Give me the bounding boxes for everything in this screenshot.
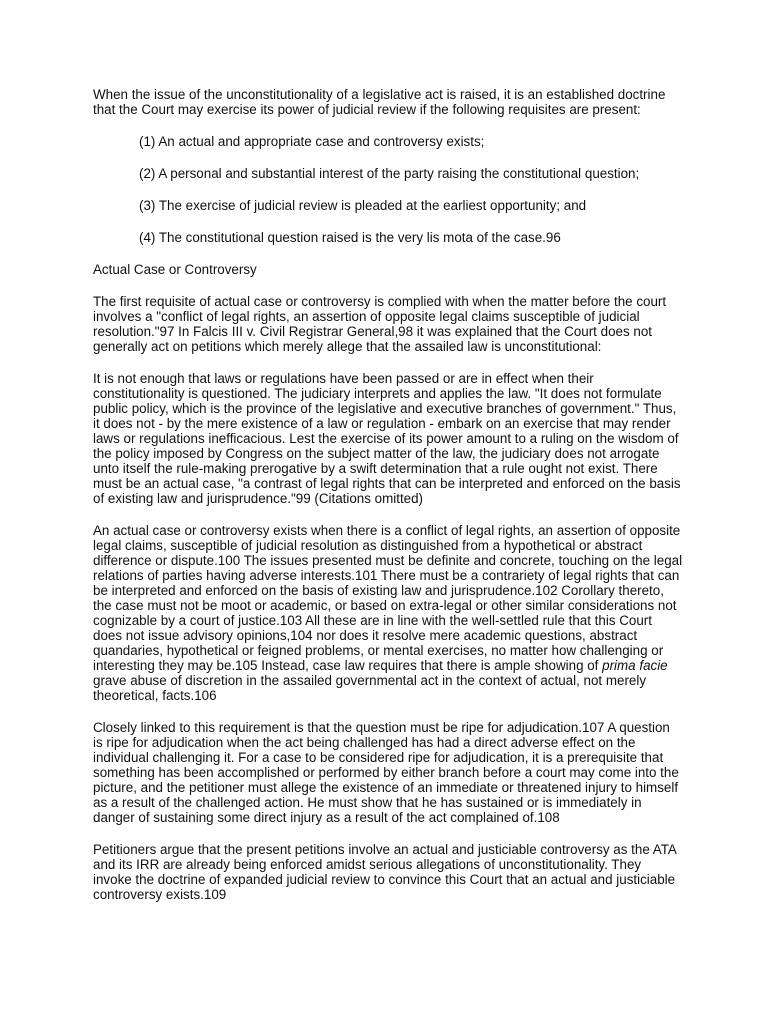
quoted-passage: It is not enough that laws or regulations have been passed or are in effect when their constitutionality is questioned. The judiciary interprets and applies the law. "It does not formulate public policy, which is the province of the legislative and executive branches of government." Thus, it does not - by the mere existence of a law or regulation - embark on an exercise that may render laws or regulations inefficacious. Lest the exercise of its power amount to a ruling on the wisdom of the policy imposed by Congress on the subject matter of the law, the judiciary does not arrogate unto itself the rule-making prerogative by a swift determination that a rule ought not exist. There must be an actual case, "a contrast of legal rights that can be interpreted and enforced on the basis of existing law and jurisprudence."99 (Citations omitted) xyxy=(93,371,681,506)
paragraph-text: grave abuse of discretion in the assailed governmental act in the context of actual, not merely theoretical, facts.106 xyxy=(93,673,647,703)
paragraph-text: An actual case or controversy exists when there is a conflict of legal rights, an assertion of opposite legal claims, susceptible of judicial resolution as distinguished from a hypothetical or abstract difference or dispute.100 The issues presented must be definite and concrete, touching on the legal relations of parties having adverse interests.101 There must be a contrariety of legal rights that can be interpreted and enforced on the basis of existing law and jurisprudence.102 Corollary thereto, the case must not be moot or academic, or based on extra-legal or other similar considerations not cognizable by a court of justice.103 All these are in line with the well-settled rule that this Court does not issue advisory opinions,104 nor does it resolve mere academic questions, abstract quandaries, hypothetical or feigned problems, or mental exercises, no matter how challenging or interesting they may be.105 Instead, case law requires that there is ample showing of xyxy=(93,523,683,673)
paragraph-first-requisite: The first requisite of actual case or controversy is complied with when the matter before the court involves a "conflict of legal rights, an assertion of opposite legal claims susceptible of judicial resolution."97 In Falcis III v. Civil Registrar General,98 it was explained that the Court does not generally act on petitions which merely allege that the assailed law is unconstitutional: xyxy=(93,294,667,354)
paragraph-ripeness: Closely linked to this requirement is that the question must be ripe for adjudication.107 A question is ripe for adjudication when the act being challenged has had a direct adverse effect on the individual challenging it. For a case to be considered ripe for adjudication, it is a prerequisite that something has been accomplished or performed by either branch before a court may come into the picture, and the petitioner must allege the existence of an immediate or threatened injury to himself as a result of the challenged action. He must show that he has sustained or is immediately in danger of sustaining some direct injury as a result of the act complained of.108 xyxy=(93,720,679,825)
requisite-item: (2) A personal and substantial interest of the party raising the constitutional question; xyxy=(139,166,640,181)
requisites-list xyxy=(93,134,683,245)
requisite-item: (1) An actual and appropriate case and controversy exists; xyxy=(139,134,485,149)
paragraph-actual-case xyxy=(93,523,683,703)
requisite-item: (3) The exercise of judicial review is pleaded at the earliest opportunity; and xyxy=(139,198,587,213)
intro-paragraph: When the issue of the unconstitutionality of a legislative act is raised, it is an established doctrine that the Court may exercise its power of judicial review if the following requisites are present: xyxy=(93,87,666,117)
section-heading: Actual Case or Controversy xyxy=(93,262,257,277)
italic-term: prima facie xyxy=(602,658,668,673)
paragraph-petitioners-argument: Petitioners argue that the present petitions involve an actual and justiciable controversy as the ATA and its IRR are already being enforced amidst serious allegations of unconstitutionality. They invoke the doctrine of expanded judicial review to convince this Court that an actual and justiciable controversy exists.109 xyxy=(93,842,677,902)
requisite-item: (4) The constitutional question raised is the very lis mota of the case.96 xyxy=(139,230,561,245)
document-body xyxy=(93,87,683,902)
